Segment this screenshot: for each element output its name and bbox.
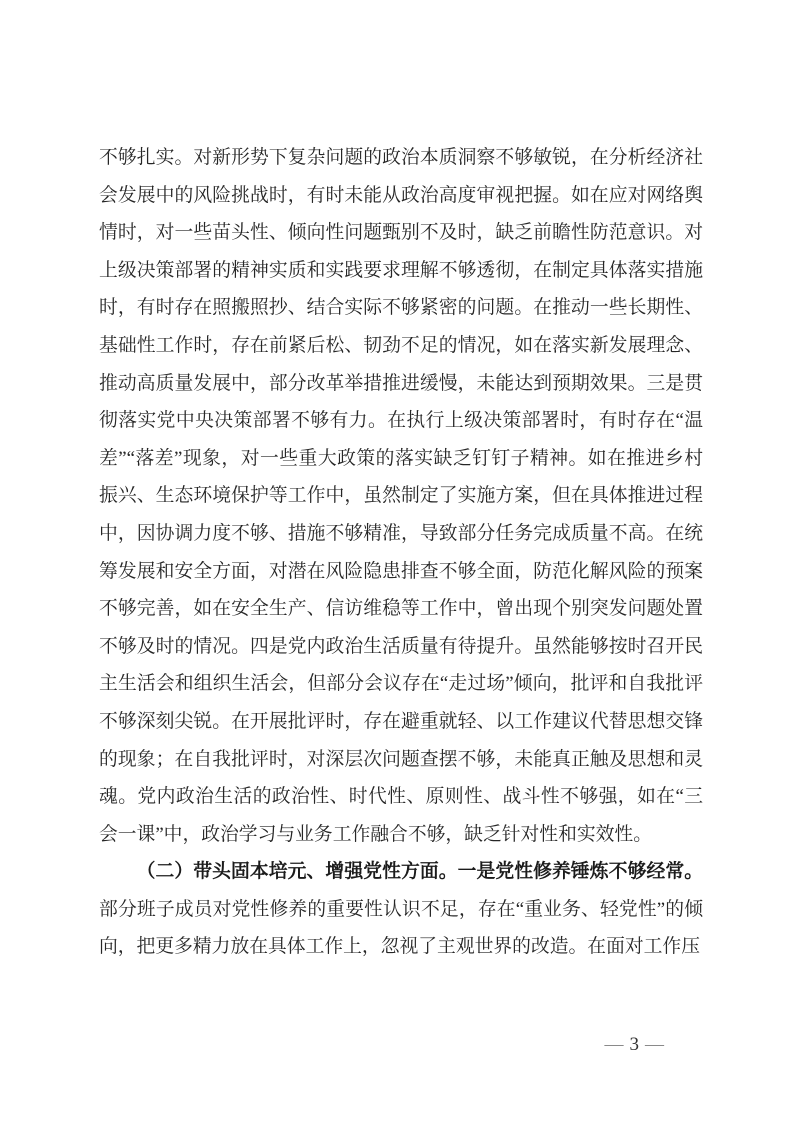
paragraph-section-two — [99, 853, 703, 966]
paragraph-section-two-text: 部分班子成员对党性修养的重要性认识不足，存在“重业务、轻党性”的倾向，把更多精力放在具体工作上，忽视了主观世界的改造。在面对工作压 — [99, 898, 703, 958]
page-number-dash-left: — — [604, 1034, 624, 1055]
page-body — [99, 139, 703, 966]
page-number-dash-right: — — [645, 1034, 664, 1055]
section-two-heading: （二）带头固本培元、增强党性方面。一是党性修养锤炼不够经常。 — [136, 861, 703, 883]
page-number — [599, 1031, 671, 1059]
paragraph-continuation-text: 不够扎实。对新形势下复杂问题的政治本质洞察不够敏锐，在分析经济社会发展中的风险挑战时，有时未能从政治高度审视把握。如在应对网络舆情时，对一些苗头性、倾向性问题甄别不及时，缺乏前瞻性防范意识。对上级决策部署的精神实质和实践要求理解不够透彻，在制定具体落实措施时，有时存在照搬照抄、结合实际不够紧密的问题。在推动一些长期性、基础性工作时，存在前紧后松、韧劲不足的情况，如在落实新发展理念、推动高质量发展中，部分改革举措推进缓慢，未能达到预期效果。三是贯彻落实党中央决策部署不够有力。在执行上级决策部署时，有时存在“温差”“落差”现象，对一些重大政策的落实缺乏钉钉子精神。如在推进乡村振兴、生态环境保护等工作中，虽然制定了实施方案，但在具体推进过程中，因协调力度不够、措施不够精准，导致部分任务完成质量不高。在统筹发展和安全方面，对潜在风险隐患排查不够全面，防范化解风险的预案不够完善，如在安全生产、信访维稳等工作中，曾出现个别突发问题处置不够及时的情况。四是党内政治生活质量有待提升。虽然能够按时召开民主生活会和组织生活会，但部分会议存在“走过场”倾向，批评和自我批评不够深刻尖锐。在开展批评时，存在避重就轻、以工作建议代替思想交锋的现象；在自我批评时，对深层次问题查摆不够，未能真正触及思想和灵魂。党内政治生活的政治性、时代性、原则性、战斗性不够强，如在“三会一课”中，政治学习与业务工作融合不够，缺乏针对性和实效性。 — [99, 147, 703, 845]
page-number-value: 3 — [629, 1034, 639, 1055]
paragraph-continuation — [99, 139, 703, 853]
